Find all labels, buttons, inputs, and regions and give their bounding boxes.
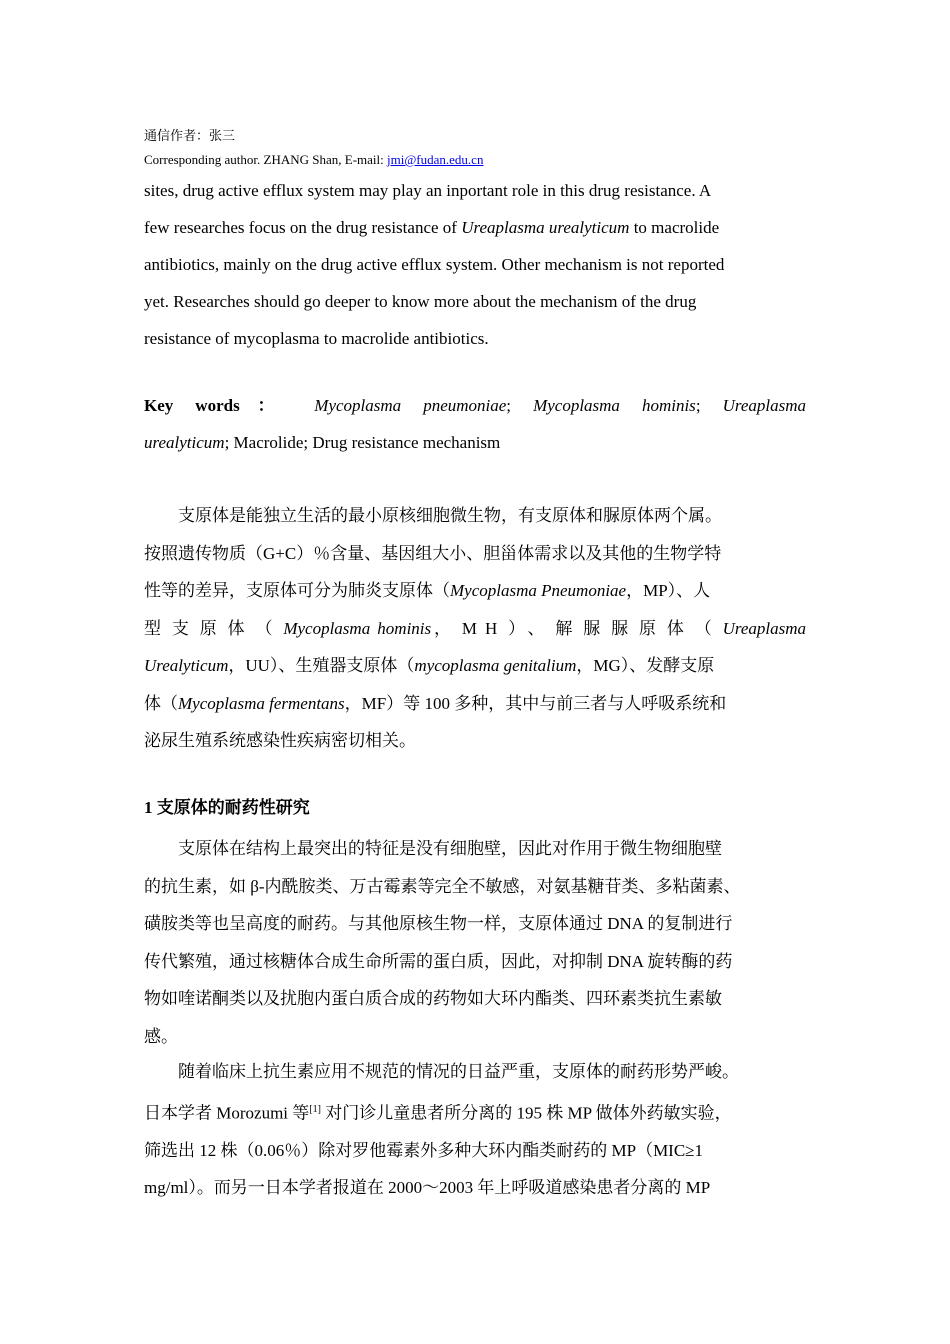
species-name: Ureaplasma: [722, 618, 806, 638]
text-span: ，MH）、解脲脲原体（: [431, 618, 723, 638]
text-span: 日本学者 Morozumi 等: [144, 1103, 310, 1123]
abstract-line: resistance of mycoplasma to macrolide antibiotics.: [144, 329, 489, 348]
resistance-paragraph: [144, 830, 806, 1055]
species-name: Mycoplasma Pneumoniae: [450, 581, 627, 600]
abstract-line: sites, drug active efflux system may play an inportant role in this drug resistance. A: [144, 181, 712, 200]
text-span: to macrolide: [629, 218, 720, 237]
para-line: 按照遗传物质（G+C）％含量、基因组大小、胆甾体需求以及其他的生物学特: [144, 543, 722, 563]
para-line: 筛选出 12 株（0.06％）除对罗他霉素外多种大环内酯类耐药的 MP（MIC≥1: [144, 1140, 704, 1160]
corr-cn-text: 通信作者：张三: [144, 128, 236, 143]
text-span: few researches focus on the drug resistance of: [144, 218, 462, 237]
clinical-paragraph: [144, 1053, 806, 1207]
para-line: 支原体在结构上最突出的特征是没有细胞壁，因此对作用于微生物细胞壁: [178, 839, 722, 858]
para-line: 感。: [144, 1026, 178, 1046]
para-line: 支原体是能独立生活的最小原核细胞微生物，有支原体和脲原体两个属。: [178, 506, 722, 525]
keywords-block: [144, 387, 806, 461]
keyword: Ureaplasma: [722, 396, 807, 415]
abstract-text: [144, 172, 806, 357]
text-span: 性等的差异，支原体可分为肺炎支原体（: [144, 581, 450, 600]
text-span: 体（: [144, 693, 178, 713]
para-line: mg/ml）。而另一日本学者报道在 2000～2003 年上呼吸道感染患者分离的 MP: [144, 1178, 711, 1198]
section-heading: 1 支原体的耐药性研究: [144, 798, 310, 817]
text-span: 对门诊儿童患者所分离的 195 株 MP 做体外药敏实验，: [320, 1103, 732, 1123]
keywords-label: Key words: [144, 396, 240, 415]
species-name: Ureaplasma urealyticum: [461, 218, 630, 237]
para-line: 的抗生素，如 β-内酰胺类、万古霉素等完全不敏感，对氨基糖苷类、多粘菌素、: [144, 876, 741, 896]
para-line: 物如喹诺酮类以及扰胞内蛋白质合成的药物如大环内酯类、四环素类抗生素敏: [144, 989, 722, 1008]
text-span: ，MF）等 100 多种，其中与前三者与人呼吸系统和: [344, 693, 727, 713]
para-line: 随着临床上抗生素应用不规范的情况的日益严重，支原体的耐药形势严峻。: [178, 1062, 739, 1081]
species-name: Urealyticum: [144, 656, 229, 675]
corresponding-author-cn: [144, 128, 235, 144]
para-line: 泌尿生殖系统感染性疾病密切相关。: [144, 731, 416, 750]
keyword: urealyticum: [144, 433, 225, 452]
para-line: [144, 610, 806, 648]
keywords-line: Key words： Mycoplasma pneumoniae; Mycoplasma hominis; Ureaplasma: [144, 396, 807, 415]
abstract-line: antibiotics, mainly on the drug active efflux system. Other mechanism is not reported: [144, 255, 725, 274]
para-line: [144, 685, 806, 723]
abstract-line: yet. Researches should go deeper to know more about the mechanism of the drug: [144, 292, 697, 311]
text-span: ，UU）、生殖器支原体（: [228, 656, 415, 675]
abstract-line: [144, 209, 806, 246]
keywords-line: [144, 424, 806, 461]
para-line: [144, 647, 806, 685]
para-line: 传代繁殖，通过核糖体合成生命所需的蛋白质，因此，对抑制 DNA 旋转酶的药: [144, 951, 733, 971]
citation-ref[interactable]: [1]: [309, 1103, 321, 1115]
species-name: Mycoplasma fermentans: [178, 693, 345, 713]
keyword: Mycoplasma pneumoniae: [314, 396, 507, 415]
keywords-rest: ; Macrolide; Drug resistance mechanism: [224, 433, 501, 452]
keyword: Mycoplasma hominis: [533, 396, 696, 415]
para-line: 磺胺类等也呈高度的耐药。与其他原核生物一样，支原体通过 DNA 的复制进行: [144, 914, 733, 933]
para-line: [144, 572, 806, 610]
intro-paragraph: [144, 497, 806, 760]
keywords-colon: ：: [239, 396, 293, 415]
text-span: ，MG）、发酵支原: [576, 656, 715, 675]
text-span: ，MP）、人: [626, 581, 711, 600]
species-name: Mycoplasma hominis: [283, 618, 432, 638]
para-line: [144, 1091, 806, 1132]
email-link[interactable]: jmi@fudan.edu.cn: [387, 152, 484, 167]
species-name: mycoplasma genitalium: [414, 656, 577, 675]
text-span: 型支原体（: [144, 618, 284, 638]
corr-en-text: Corresponding author. ZHANG Shan, E-mail:: [144, 152, 387, 167]
corresponding-author-en: [144, 152, 483, 168]
